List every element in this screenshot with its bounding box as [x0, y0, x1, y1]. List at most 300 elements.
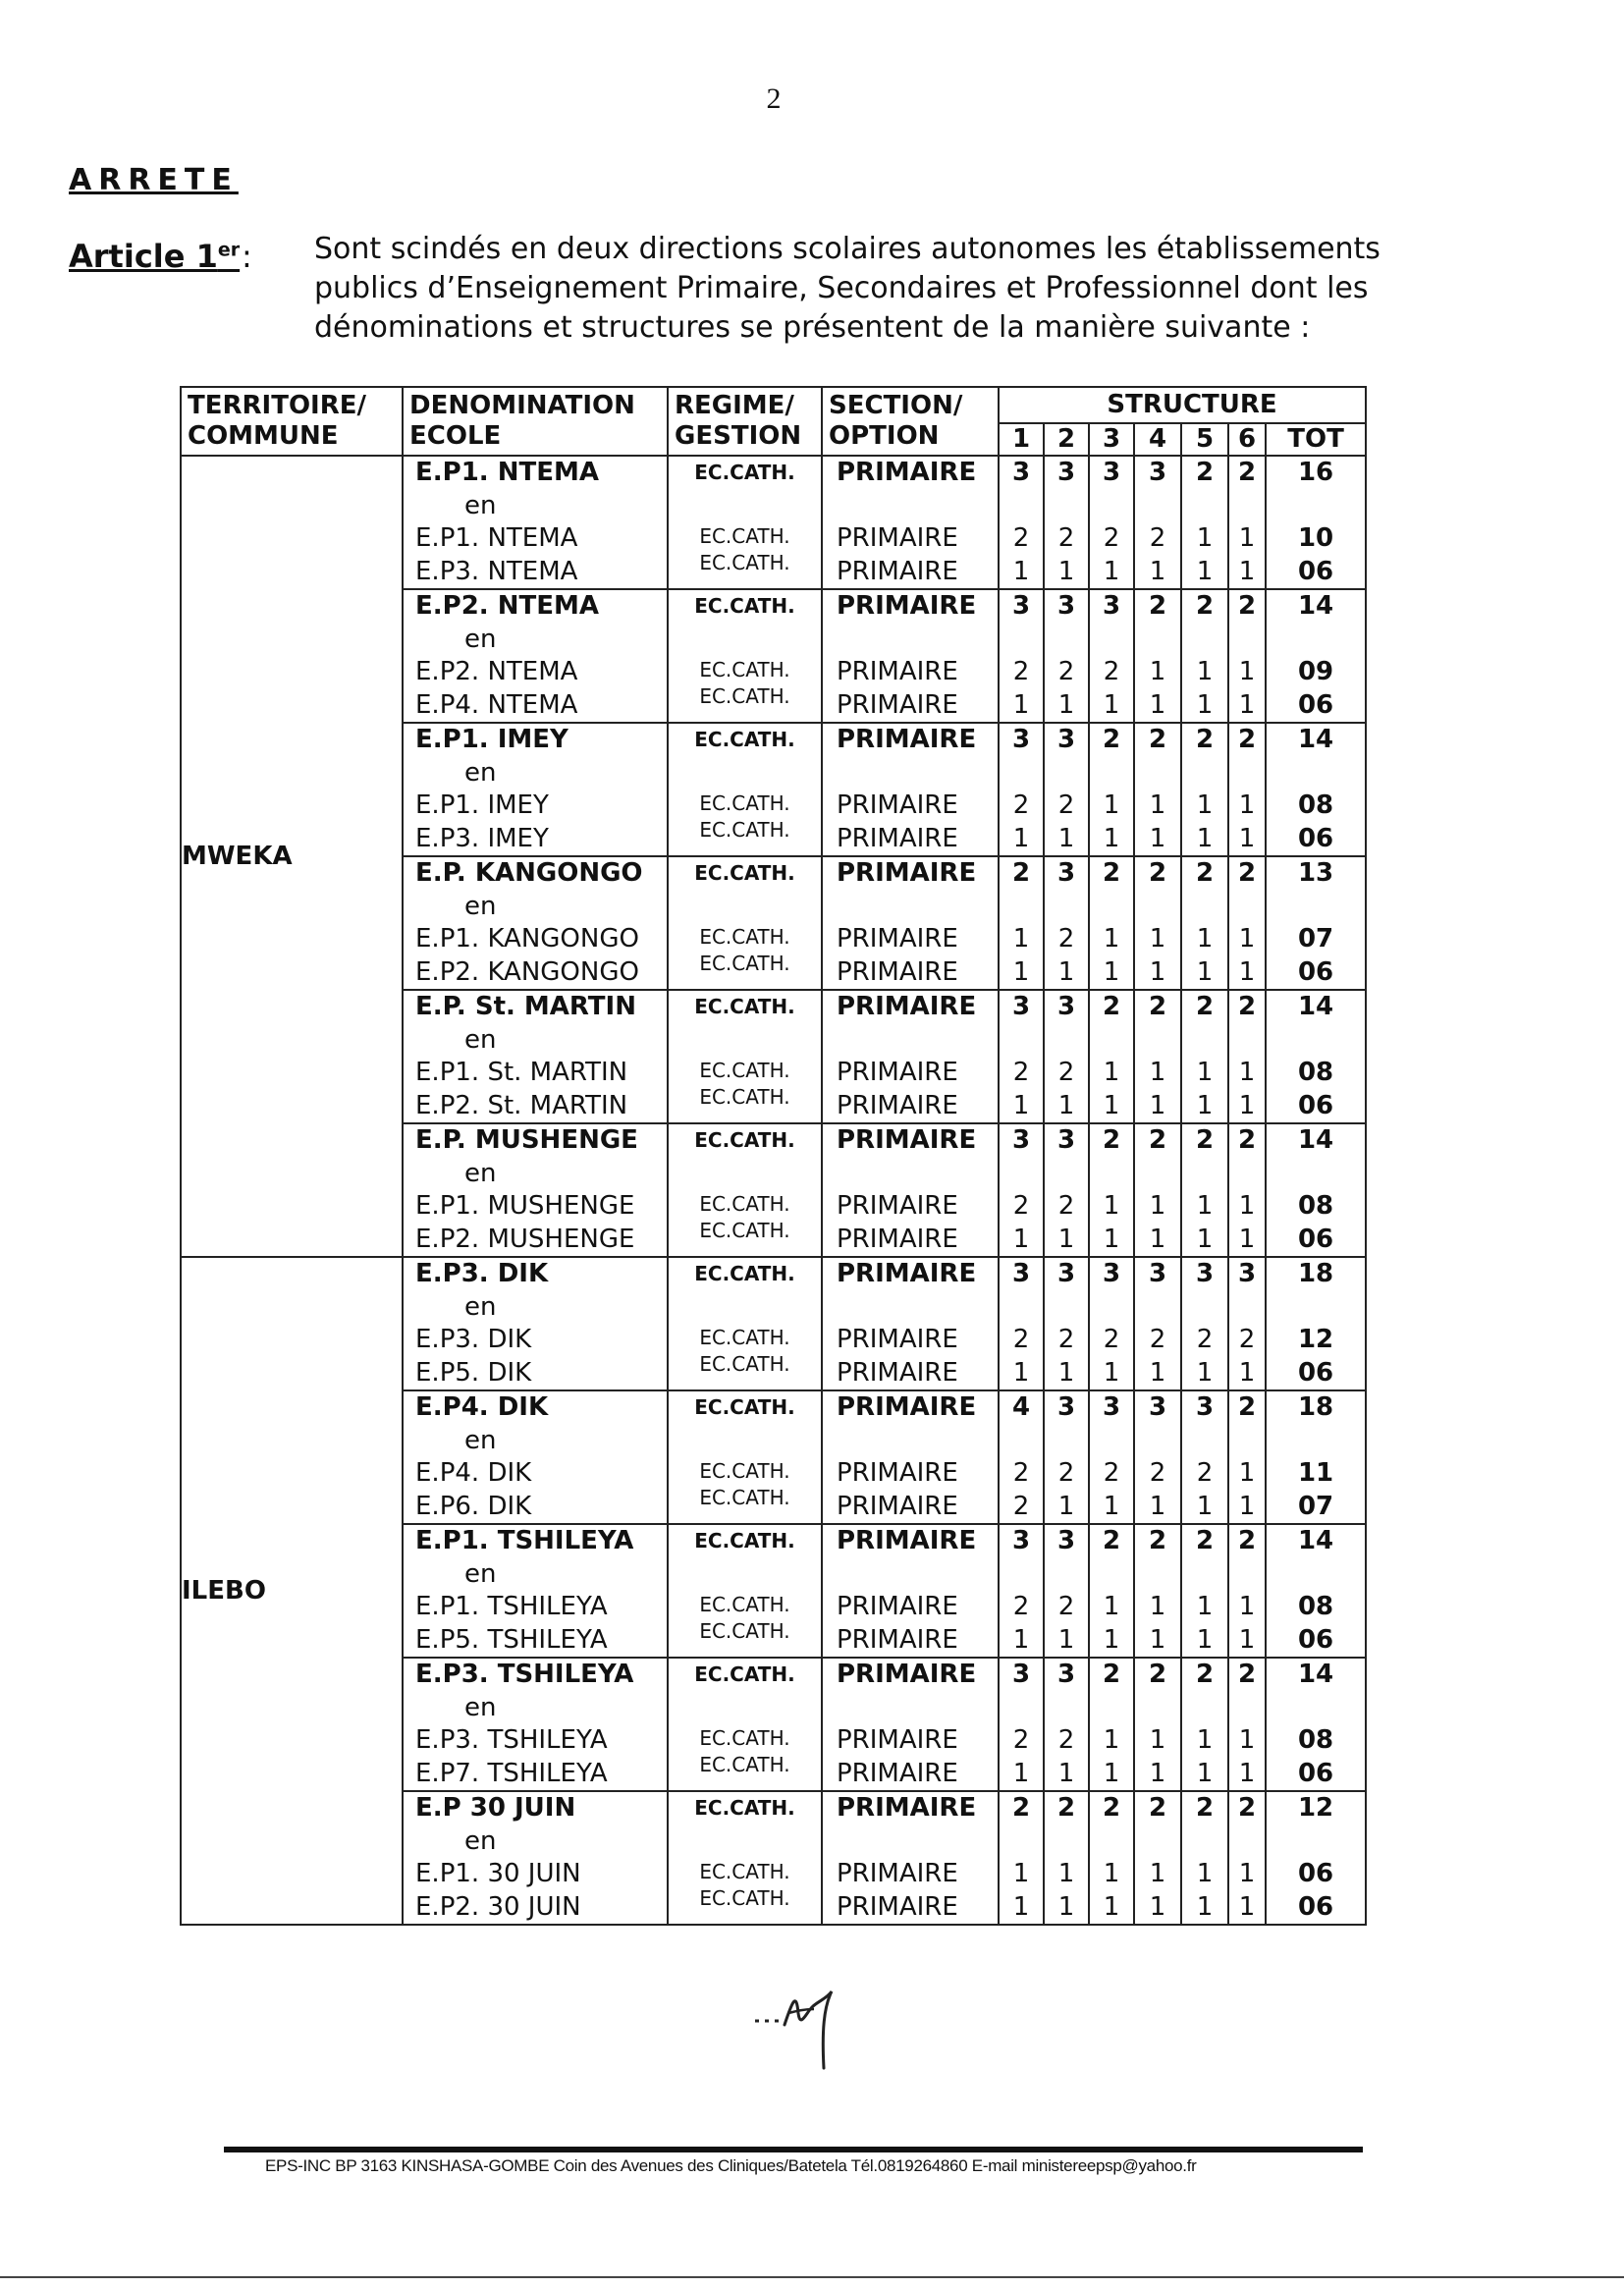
- class-count-cell: [999, 1390, 1044, 1524]
- structure-value: 2: [1102, 1793, 1121, 1823]
- structure-spacer: [1135, 490, 1180, 523]
- class-count-cell: [999, 990, 1044, 1123]
- split-structure-value: 08: [1297, 1725, 1334, 1755]
- structure-value: 2: [1148, 591, 1167, 621]
- split-structure-value: 10: [1297, 523, 1334, 553]
- structure-spacer: [1267, 1158, 1365, 1191]
- structure-value: 2: [1237, 1526, 1257, 1555]
- split-structure-value: 1: [1238, 924, 1256, 953]
- split-structure-value: 1: [1012, 556, 1030, 586]
- section-spacer: [823, 891, 998, 924]
- split-structure-value: 1: [1149, 790, 1166, 820]
- split-structure-value: 2: [1196, 1325, 1214, 1354]
- split-structure-value: 1: [1057, 689, 1075, 720]
- split-structure-value: 1: [1196, 1224, 1214, 1254]
- split-school-name: E.P3. DIK: [415, 1325, 532, 1354]
- structure-value: 14: [1297, 591, 1334, 621]
- split-structure-value: 1: [1057, 1090, 1075, 1120]
- structure-value: 3: [1011, 591, 1031, 621]
- class-count-cell: [1089, 456, 1134, 589]
- split-structure-value: 2: [1103, 657, 1120, 686]
- structure-value: 2: [1102, 1526, 1121, 1555]
- split-structure-value: 06: [1297, 1859, 1334, 1888]
- split-structure-value: 2: [1196, 1458, 1214, 1488]
- split-structure-value: 06: [1297, 1891, 1334, 1922]
- school-name: E.P1. NTEMA: [415, 458, 599, 487]
- structure-value: 3: [1056, 992, 1076, 1021]
- structure-spacer: [1000, 1158, 1043, 1191]
- section-value: PRIMAIRE: [837, 725, 977, 754]
- structure-value: 2: [1195, 992, 1215, 1021]
- split-connector: en: [464, 1825, 497, 1856]
- split-school-name: E.P1. KANGONGO: [415, 924, 639, 953]
- split-structure-value: 1: [1012, 1624, 1030, 1655]
- section-value: PRIMAIRE: [837, 992, 977, 1021]
- split-structure-value: 06: [1297, 1357, 1334, 1388]
- arrete-heading: ARRETE: [69, 163, 239, 197]
- split-structure-value: 2: [1057, 1325, 1075, 1354]
- table-body: [181, 456, 1366, 1925]
- split-structure-value: 1: [1149, 1859, 1166, 1888]
- class-count-cell: [1181, 1390, 1228, 1524]
- structure-value: 2: [1195, 1660, 1215, 1689]
- split-regime-value: EC.CATH.: [699, 683, 790, 708]
- school-name: E.P1. TSHILEYA: [415, 1526, 634, 1555]
- regime-value: EC.CATH.: [694, 461, 795, 484]
- class-count-cell: [1134, 723, 1181, 856]
- split-structure-value: 06: [1297, 1224, 1334, 1254]
- structure-value: 2: [1237, 858, 1257, 888]
- split-structure-value: 1: [1103, 556, 1120, 586]
- structure-spacer: [1135, 1558, 1180, 1592]
- section-cell: [822, 1123, 999, 1257]
- section-spacer: [823, 1692, 998, 1725]
- split-regime-value: EC.CATH.: [699, 550, 790, 574]
- split-structure-value: 2: [1057, 1725, 1075, 1755]
- split-structure-value: 1: [1196, 1725, 1214, 1755]
- structure-value: 2: [1237, 725, 1257, 754]
- class-count-cell: [1044, 1524, 1089, 1658]
- section-spacer: [823, 1024, 998, 1058]
- structure-value: 16: [1297, 458, 1334, 487]
- structure-spacer: [1229, 624, 1265, 657]
- regime-cell: [668, 856, 822, 990]
- regime-cell: [668, 990, 822, 1123]
- header-col-1: 1: [999, 423, 1044, 456]
- split-connector: en: [464, 1291, 497, 1322]
- split-structure-value: 1: [1012, 1859, 1030, 1888]
- split-structure-value: 1: [1012, 924, 1030, 953]
- class-count-cell: [999, 1524, 1044, 1658]
- split-structure-value: 1: [1238, 1458, 1256, 1488]
- structure-spacer: [1090, 1558, 1133, 1592]
- split-structure-value: 2: [1012, 1325, 1030, 1354]
- split-connector: en: [464, 1558, 497, 1589]
- split-structure-value: 2: [1012, 523, 1030, 553]
- split-regime-value: EC.CATH.: [699, 1618, 790, 1643]
- class-count-cell: [1044, 723, 1089, 856]
- split-structure-value: 1: [1196, 1491, 1214, 1521]
- page-number: 2: [766, 82, 782, 115]
- split-school-name: E.P2. 30 JUIN: [415, 1891, 581, 1922]
- split-structure-value: 1: [1196, 1058, 1214, 1087]
- split-structure-value: 1: [1149, 1058, 1166, 1087]
- class-count-cell: [999, 723, 1044, 856]
- class-count-cell: [1181, 1658, 1228, 1791]
- split-structure-value: 1: [1103, 1058, 1120, 1087]
- split-school-name: E.P4. DIK: [415, 1458, 532, 1488]
- section-spacer: [823, 757, 998, 790]
- split-structure-value: 1: [1149, 1491, 1166, 1521]
- split-structure-value: 2: [1012, 657, 1030, 686]
- structure-spacer: [1000, 891, 1043, 924]
- class-count-cell: [1134, 456, 1181, 589]
- regime-value: EC.CATH.: [694, 861, 795, 885]
- section-cell: [822, 1390, 999, 1524]
- school-name: E.P. KANGONGO: [415, 858, 643, 888]
- regime-value: EC.CATH.: [694, 1128, 795, 1152]
- class-count-cell: [1181, 723, 1228, 856]
- class-count-cell: [1181, 1791, 1228, 1925]
- structure-value: 3: [1148, 1259, 1167, 1288]
- signature: [741, 1962, 849, 2074]
- split-structure-value: 1: [1012, 823, 1030, 853]
- split-structure-value: 1: [1103, 1357, 1120, 1388]
- total-cell: [1266, 1791, 1366, 1925]
- split-structure-value: 1: [1103, 1592, 1120, 1621]
- class-count-cell: [1044, 1658, 1089, 1791]
- structure-spacer: [1090, 1425, 1133, 1458]
- split-structure-value: 1: [1057, 1859, 1075, 1888]
- structure-spacer: [1045, 624, 1088, 657]
- split-structure-value: 06: [1297, 556, 1334, 586]
- structure-value: 3: [1056, 725, 1076, 754]
- structure-spacer: [1045, 1158, 1088, 1191]
- section-value: PRIMAIRE: [837, 858, 977, 888]
- split-connector: en: [464, 1425, 497, 1455]
- regime-cell: [668, 589, 822, 723]
- split-structure-value: 1: [1149, 1891, 1166, 1922]
- school-name: E.P 30 JUIN: [415, 1793, 576, 1823]
- structure-spacer: [1000, 1425, 1043, 1458]
- structure-spacer: [1267, 1024, 1365, 1058]
- structure-value: 3: [1102, 591, 1121, 621]
- structure-spacer: [1135, 1692, 1180, 1725]
- total-cell: [1266, 1257, 1366, 1390]
- class-count-cell: [999, 589, 1044, 723]
- structure-spacer: [1000, 624, 1043, 657]
- split-structure-value: 1: [1238, 689, 1256, 720]
- split-school-name: E.P1. MUSHENGE: [415, 1191, 635, 1221]
- section-cell: [822, 456, 999, 589]
- school-cell: [403, 456, 668, 589]
- class-count-cell: [1134, 1257, 1181, 1390]
- split-regime-value: EC.CATH.: [699, 1885, 790, 1910]
- split-regime-value: EC.CATH.: [699, 1191, 790, 1216]
- header-col-6: 6: [1228, 423, 1266, 456]
- structure-spacer: [1045, 1825, 1088, 1859]
- structure-spacer: [1229, 490, 1265, 523]
- structure-spacer: [1182, 1692, 1227, 1725]
- split-structure-value: 1: [1196, 1624, 1214, 1655]
- regime-value: EC.CATH.: [694, 1662, 795, 1686]
- structure-value: 3: [1056, 1660, 1076, 1689]
- structure-value: 3: [1011, 1526, 1031, 1555]
- split-structure-value: 2: [1012, 1191, 1030, 1221]
- split-structure-value: 1: [1103, 956, 1120, 987]
- split-structure-value: 1: [1012, 1357, 1030, 1388]
- split-structure-value: 1: [1057, 1491, 1075, 1521]
- structure-spacer: [1045, 1291, 1088, 1325]
- split-structure-value: 1: [1196, 556, 1214, 586]
- split-section-value: PRIMAIRE: [837, 790, 958, 820]
- class-count-cell: [1181, 990, 1228, 1123]
- structure-spacer: [1267, 1692, 1365, 1725]
- section-spacer: [823, 1558, 998, 1592]
- split-structure-value: 2: [1012, 1592, 1030, 1621]
- split-structure-value: 2: [1012, 1725, 1030, 1755]
- split-structure-value: 11: [1297, 1458, 1334, 1488]
- split-structure-value: 06: [1297, 689, 1334, 720]
- structure-value: 2: [1148, 992, 1167, 1021]
- split-structure-value: 1: [1149, 1357, 1166, 1388]
- class-count-cell: [999, 1123, 1044, 1257]
- split-connector: en: [464, 624, 497, 654]
- structure-value: 2: [1011, 1793, 1031, 1823]
- class-count-cell: [1089, 856, 1134, 990]
- split-structure-value: 1: [1057, 556, 1075, 586]
- split-school-name: E.P4. NTEMA: [415, 689, 578, 720]
- split-structure-value: 1: [1149, 1725, 1166, 1755]
- split-structure-value: 08: [1297, 1058, 1334, 1087]
- class-count-cell: [1134, 1524, 1181, 1658]
- regime-cell: [668, 1658, 822, 1791]
- split-structure-value: 1: [1238, 1859, 1256, 1888]
- structure-value: 14: [1297, 1125, 1334, 1155]
- structure-value: 2: [1102, 1125, 1121, 1155]
- split-structure-value: 2: [1057, 1458, 1075, 1488]
- signature-drawing: [741, 1962, 849, 2070]
- split-school-name: E.P3. NTEMA: [415, 556, 578, 586]
- split-school-name: E.P6. DIK: [415, 1491, 532, 1521]
- structure-spacer: [1045, 757, 1088, 790]
- structure-spacer: [1229, 891, 1265, 924]
- split-connector: en: [464, 1024, 497, 1055]
- split-structure-value: 1: [1057, 1758, 1075, 1788]
- split-structure-value: 2: [1012, 1491, 1030, 1521]
- structure-value: 3: [1195, 1259, 1215, 1288]
- section-value: PRIMAIRE: [837, 1392, 977, 1422]
- structure-value: 13: [1297, 858, 1334, 888]
- footer-address: EPS-INC BP 3163 KINSHASA-GOMBE Coin des Avenues des Cliniques/Batetela Tél.0819264860 E-mail ministereepsp@yahoo.fr: [265, 2156, 1197, 2175]
- structure-value: 2: [1195, 1793, 1215, 1823]
- split-section-value: PRIMAIRE: [837, 1758, 958, 1788]
- split-section-value: PRIMAIRE: [837, 1458, 958, 1488]
- split-structure-value: 1: [1149, 924, 1166, 953]
- split-school-name: E.P1. St. MARTIN: [415, 1058, 628, 1087]
- split-structure-value: 2: [1012, 790, 1030, 820]
- split-structure-value: 1: [1238, 823, 1256, 853]
- structure-value: 3: [1102, 1259, 1121, 1288]
- structure-value: 2: [1195, 1125, 1215, 1155]
- structure-spacer: [1090, 1024, 1133, 1058]
- structure-value: 3: [1011, 458, 1031, 487]
- structure-spacer: [1267, 757, 1365, 790]
- split-structure-value: 1: [1196, 1592, 1214, 1621]
- structure-spacer: [1090, 891, 1133, 924]
- split-school-name: E.P2. MUSHENGE: [415, 1224, 635, 1254]
- split-structure-value: 1: [1196, 1758, 1214, 1788]
- class-count-cell: [999, 856, 1044, 990]
- class-count-cell: [1044, 589, 1089, 723]
- class-count-cell: [1044, 456, 1089, 589]
- class-count-cell: [1089, 589, 1134, 723]
- total-cell: [1266, 1524, 1366, 1658]
- split-structure-value: 1: [1238, 1758, 1256, 1788]
- total-cell: [1266, 856, 1366, 990]
- school-name: E.P. St. MARTIN: [415, 992, 636, 1021]
- header-col-4: 4: [1134, 423, 1181, 456]
- structure-value: 2: [1237, 591, 1257, 621]
- split-structure-value: 2: [1057, 924, 1075, 953]
- territory-cell: MWEKA: [181, 456, 403, 1257]
- footer-rule: [224, 2147, 1363, 2152]
- split-structure-value: 1: [1149, 1758, 1166, 1788]
- total-cell: [1266, 990, 1366, 1123]
- structure-spacer: [1182, 1825, 1227, 1859]
- structure-value: 3: [1237, 1259, 1257, 1288]
- section-spacer: [823, 1158, 998, 1191]
- split-structure-value: 1: [1149, 823, 1166, 853]
- structure-spacer: [1267, 1291, 1365, 1325]
- section-spacer: [823, 1825, 998, 1859]
- structure-value: 2: [1237, 458, 1257, 487]
- section-cell: [822, 1791, 999, 1925]
- section-value: PRIMAIRE: [837, 1259, 977, 1288]
- split-structure-value: 1: [1238, 1891, 1256, 1922]
- class-count-cell: [999, 1257, 1044, 1390]
- class-count-cell: [1134, 589, 1181, 723]
- structure-spacer: [1267, 490, 1365, 523]
- class-count-cell: [1044, 990, 1089, 1123]
- split-section-value: PRIMAIRE: [837, 523, 958, 553]
- regime-value: EC.CATH.: [694, 728, 795, 751]
- split-structure-value: 1: [1103, 1224, 1120, 1254]
- class-count-cell: [1228, 1658, 1266, 1791]
- split-structure-value: 06: [1297, 823, 1334, 853]
- split-section-value: PRIMAIRE: [837, 1891, 958, 1922]
- structure-value: 2: [1102, 1660, 1121, 1689]
- structure-value: 3: [1102, 1392, 1121, 1422]
- section-spacer: [823, 1291, 998, 1325]
- structure-spacer: [1229, 1024, 1265, 1058]
- split-structure-value: 12: [1297, 1325, 1334, 1354]
- section-value: PRIMAIRE: [837, 1125, 977, 1155]
- class-count-cell: [1134, 856, 1181, 990]
- split-section-value: PRIMAIRE: [837, 1224, 958, 1254]
- split-structure-value: 1: [1238, 1491, 1256, 1521]
- split-structure-value: 1: [1238, 556, 1256, 586]
- class-count-cell: [1089, 1791, 1134, 1925]
- class-count-cell: [1228, 1791, 1266, 1925]
- structure-spacer: [1229, 1558, 1265, 1592]
- structure-spacer: [1090, 624, 1133, 657]
- school-cell: [403, 1658, 668, 1791]
- split-structure-value: 1: [1103, 1758, 1120, 1788]
- total-cell: [1266, 1123, 1366, 1257]
- split-connector: en: [464, 1158, 497, 1188]
- split-connector: en: [464, 757, 497, 788]
- split-structure-value: 1: [1196, 1859, 1214, 1888]
- article-label: [69, 238, 240, 275]
- split-structure-value: 1: [1012, 1224, 1030, 1254]
- structure-value: 3: [1011, 992, 1031, 1021]
- class-count-cell: [1228, 1524, 1266, 1658]
- class-count-cell: [1181, 589, 1228, 723]
- structure-value: 2: [1195, 591, 1215, 621]
- structure-spacer: [1182, 1158, 1227, 1191]
- split-structure-value: 1: [1196, 823, 1214, 853]
- structure-spacer: [1090, 1692, 1133, 1725]
- school-cell: [403, 589, 668, 723]
- class-count-cell: [1134, 990, 1181, 1123]
- split-structure-value: 1: [1149, 657, 1166, 686]
- split-structure-value: 06: [1297, 1758, 1334, 1788]
- class-count-cell: [999, 1791, 1044, 1925]
- split-structure-value: 06: [1297, 1624, 1334, 1655]
- school-cell: [403, 990, 668, 1123]
- split-section-value: PRIMAIRE: [837, 1090, 958, 1120]
- class-count-cell: [1089, 1658, 1134, 1791]
- structure-value: 3: [1056, 1392, 1076, 1422]
- split-structure-value: 1: [1238, 790, 1256, 820]
- split-structure-value: 1: [1057, 956, 1075, 987]
- split-regime-value: EC.CATH.: [699, 1458, 790, 1483]
- regime-value: EC.CATH.: [694, 1796, 795, 1820]
- split-connector: en: [464, 1692, 497, 1722]
- split-structure-value: 2: [1057, 523, 1075, 553]
- school-cell: [403, 1390, 668, 1524]
- structure-value: 14: [1297, 725, 1334, 754]
- structure-spacer: [1135, 757, 1180, 790]
- structure-value: 2: [1148, 1793, 1167, 1823]
- split-structure-value: 1: [1103, 1859, 1120, 1888]
- split-structure-value: 1: [1149, 1191, 1166, 1221]
- structure-value: 2: [1102, 992, 1121, 1021]
- structure-spacer: [1182, 624, 1227, 657]
- split-regime-value: EC.CATH.: [699, 1752, 790, 1776]
- regime-cell: [668, 456, 822, 589]
- structure-spacer: [1090, 490, 1133, 523]
- split-structure-value: 1: [1238, 1725, 1256, 1755]
- split-regime-value: EC.CATH.: [699, 1485, 790, 1509]
- split-structure-value: 1: [1149, 1224, 1166, 1254]
- section-value: PRIMAIRE: [837, 591, 977, 621]
- class-count-cell: [1044, 856, 1089, 990]
- structure-value: 2: [1102, 858, 1121, 888]
- structure-value: 2: [1148, 725, 1167, 754]
- structure-spacer: [1229, 1158, 1265, 1191]
- split-section-value: PRIMAIRE: [837, 689, 958, 720]
- structure-spacer: [1000, 757, 1043, 790]
- structure-spacer: [1182, 1558, 1227, 1592]
- regime-cell: [668, 1123, 822, 1257]
- split-structure-value: 1: [1103, 1624, 1120, 1655]
- split-structure-value: 1: [1149, 1624, 1166, 1655]
- header-section: SECTION/ OPTION: [822, 387, 999, 456]
- class-count-cell: [1134, 1390, 1181, 1524]
- school-name: E.P2. NTEMA: [415, 591, 599, 621]
